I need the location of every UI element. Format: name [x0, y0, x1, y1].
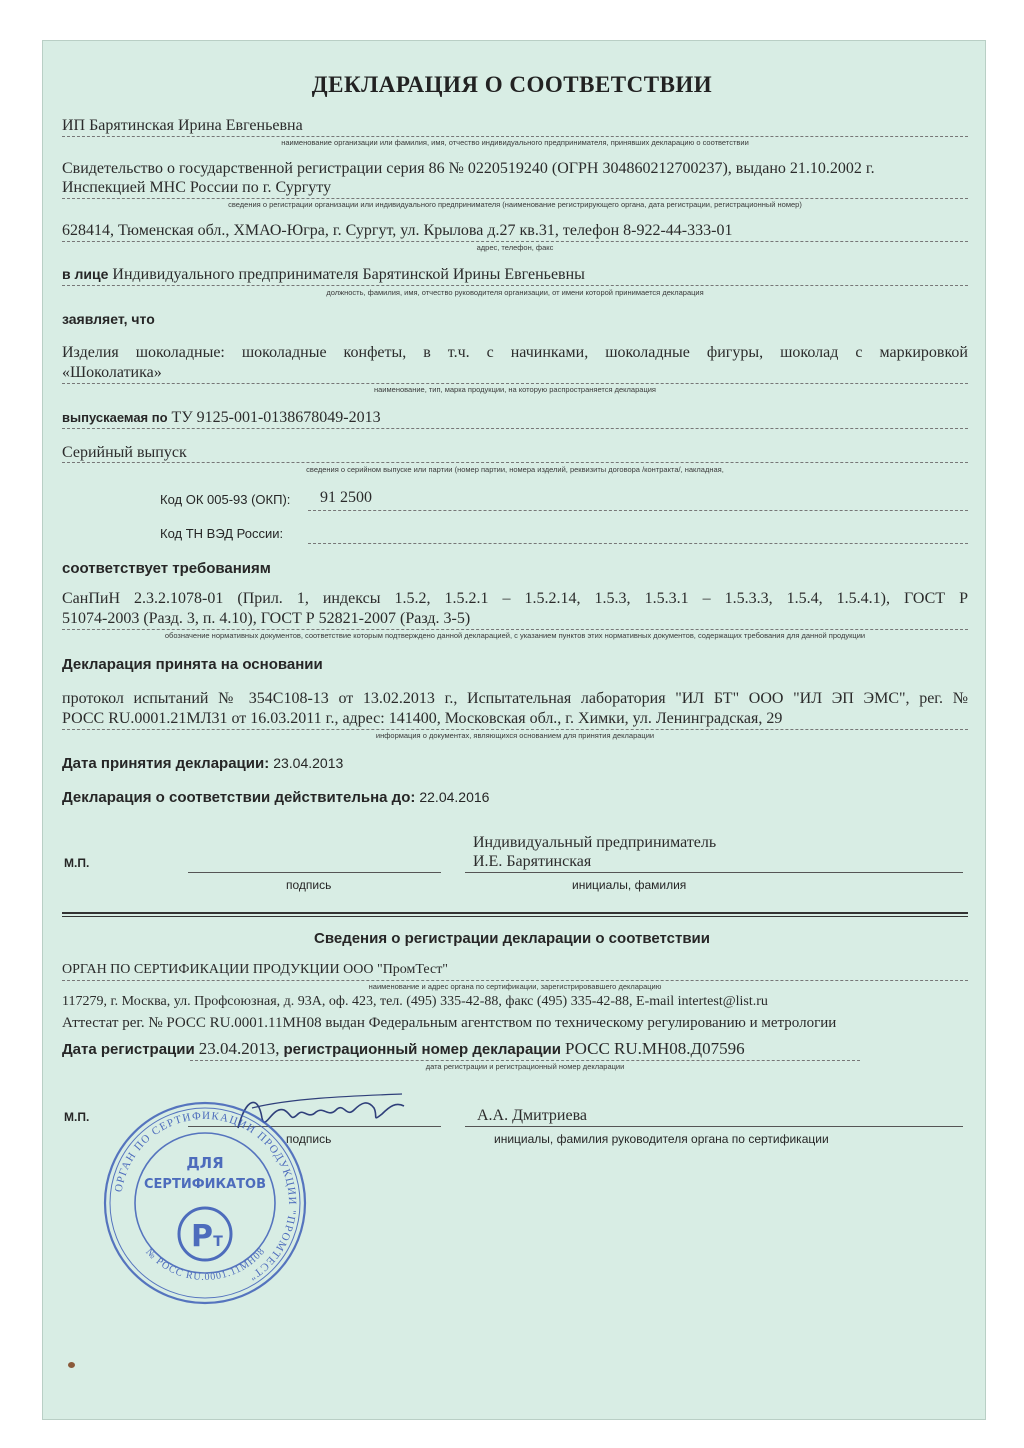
basis-line — [62, 729, 968, 730]
series-line — [62, 462, 968, 463]
section-separator-top — [62, 912, 968, 914]
svg-text:Т: Т — [213, 1234, 223, 1250]
series-caption: сведения о серийном выпуске или партии (номер партии, номера изделий, реквизиты договора /контракта/, накладная, — [306, 465, 724, 474]
tnved-line — [308, 543, 968, 544]
document-title: ДЕКЛАРАЦИЯ О СООТВЕТСТВИИ — [311, 72, 713, 97]
valid-until-value: 22.04.2016 — [419, 789, 490, 805]
signer-name-caption: инициалы, фамилия — [572, 878, 687, 892]
accepted-date-row — [62, 755, 343, 773]
product-line2: «Шоколатика» — [62, 364, 162, 381]
requirements-label: соответствует требованиям — [62, 560, 271, 577]
applicant-name-line — [62, 136, 968, 137]
representative-caption: должность, фамилия, имя, отчество руководителя организации, от имени которой принимается декларация — [326, 288, 704, 297]
registration-line — [62, 198, 968, 199]
stamp-ring-number: № РОСС RU.0001.11МН08 — [143, 1245, 268, 1284]
registration-caption: сведения о регистрации организации или индивидуального предпринимателя (наименование регистрирующего органа, дата регистрации, регистрационный номер) — [228, 200, 802, 209]
certification-body-caption: наименование и адрес органа по сертификации, зарегистрировавшего декларацию — [368, 982, 662, 991]
signature-line-1 — [188, 872, 441, 873]
requirements-caption: обозначение нормативных документов, соответствие которым подтверждено данной декларацией, с указанием пунктов этих нормативных документов, содержащих требования для данной продукции — [164, 631, 866, 640]
declares-label: заявляет, что — [62, 311, 155, 327]
registration-heading: Сведения о регистрации декларации о соответствии — [314, 930, 710, 947]
stamp-center-top: ДЛЯ — [186, 1154, 224, 1172]
product-caption: наименование, тип, марка продукции, на которую распространяется декларация — [373, 385, 656, 394]
registration-date-row — [62, 1039, 745, 1059]
svg-text:ОРГАН ПО СЕРТИФИКАЦИИ ПРОДУКЦИ — [113, 1110, 298, 1283]
produced-line — [62, 428, 968, 429]
applicant-name-caption: наименование организации или фамилия, имя, отчество индивидуального предпринимателя, принявших декларацию о соответствии — [281, 138, 749, 147]
signer-name-line — [465, 872, 963, 873]
representative-line — [62, 285, 968, 286]
basis-line2: РОСС RU.0001.21МЛ31 от 16.03.2011 г., адрес: 141400, Московская обл., г. Химки, ул. Ленинградская, 29 — [62, 710, 783, 727]
signature-caption-2: подпись — [286, 1132, 332, 1146]
okp-value: 91 2500 — [320, 489, 372, 506]
registration-number-label: регистрационный номер декларации — [283, 1041, 561, 1058]
registration-date-value: 23.04.2013, — [198, 1039, 280, 1058]
product-line1: Изделия шоколадные: шоколадные конфеты, в т.ч. с начинками, шоколадные фигуры, шоколад с маркировкой — [62, 344, 968, 361]
requirements-line1: СанПиН 2.3.2.1078-01 (Прил. 1, индексы 1.5.2, 1.5.2.1 – 1.5.2.14, 1.5.3, 1.5.3.1 – 1.5.3.3, 1.5.4, 1.5.4.1), ГОСТ Р — [62, 590, 968, 607]
basis-line1: протокол испытаний № 354С108-13 от 13.02.2013 г., Испытательная лаборатория "ИЛ БТ" ООО "ИЛ ЭП ЭМС", рег. № — [62, 690, 968, 707]
signer-position: Индивидуальный предприниматель — [473, 834, 717, 851]
head-name-line — [465, 1126, 963, 1127]
valid-until-row — [62, 789, 489, 807]
basis-caption: информация о документах, являющихся основанием для принятия декларации — [375, 731, 655, 740]
registration-number-caption: дата регистрации и регистрационный номер декларации — [425, 1062, 625, 1071]
svg-text:Р: Р — [191, 1219, 213, 1254]
head-name: А.А. Дмитриева — [477, 1107, 588, 1124]
rst-mark-icon — [179, 1208, 231, 1260]
certification-body-address: 117279, г. Москва, ул. Профсоюзная, д. 93А, оф. 423, тел. (495) 335-42-88, факс (495) 335-42-88, E-mail intertest@list.ru — [62, 994, 768, 1009]
applicant-address: 628414, Тюменская обл., ХМАО-Югра, г. Сургут, ул. Крылова д.27 кв.31, телефон 8-922-44-333-01 — [62, 222, 733, 239]
stamp-place-label: М.П. — [64, 856, 90, 870]
head-name-caption: инициалы, фамилия руководителя органа по сертификации — [494, 1132, 829, 1146]
tnved-label: Код ТН ВЭД России: — [160, 526, 284, 541]
certification-stamp — [102, 1100, 308, 1306]
okp-line — [308, 510, 968, 511]
accreditation-line: Аттестат рег. № РОСС RU.0001.11МН08 выдан Федеральным агентством по техническому регулированию и метрологии — [62, 1015, 837, 1031]
certification-body-name: ОРГАН ПО СЕРТИФИКАЦИИ ПРОДУКЦИИ ООО "ПромТест" — [62, 962, 449, 977]
produced-row — [62, 409, 381, 427]
section-separator-bottom — [62, 916, 968, 917]
produced-label: выпускаемая по — [62, 410, 168, 425]
signature-caption-1: подпись — [286, 878, 332, 892]
paper-speck — [68, 1362, 75, 1368]
certification-body-line — [62, 980, 968, 981]
accepted-date-value: 23.04.2013 — [273, 755, 344, 771]
address-caption: адрес, телефон, факс — [476, 243, 554, 252]
stamp-place-label-2: М.П. — [64, 1110, 90, 1124]
valid-until-label: Декларация о соответствии действительна до: — [62, 789, 416, 806]
stamp-center-bottom: СЕРТИФИКАТОВ — [144, 1177, 266, 1192]
representative-label: в лице — [62, 266, 109, 282]
produced-value: ТУ 9125-001-0138678049-2013 — [171, 409, 381, 426]
accepted-date-label: Дата принятия декларации: — [62, 755, 270, 772]
representative-value: Индивидуального предпринимателя Барятинской Ирины Евгеньевны — [112, 266, 585, 283]
address-line — [62, 241, 968, 242]
requirements-line2: 51074-2003 (Разд. 3, п. 4.10), ГОСТ Р 52821-2007 (Разд. 3-5) — [62, 610, 471, 627]
okp-label: Код ОК 005-93 (ОКП): — [160, 492, 291, 507]
registration-number-line — [190, 1060, 860, 1061]
representative-row — [62, 266, 585, 284]
signer-name: И.Е. Барятинская — [473, 853, 592, 870]
stamp-ring-text: ОРГАН ПО СЕРТИФИКАЦИИ ПРОДУКЦИИ "ПРОМТЕСТ" — [112, 1109, 299, 1284]
registration-certificate-line1: Свидетельство о государственной регистрации серия 86 № 0220519240 (ОГРН 304860212700237), выдано 21.10.2002 г. — [62, 160, 875, 177]
registration-certificate-line2: Инспекцией МНС России по г. Сургуту — [62, 179, 332, 196]
applicant-name: ИП Барятинская Ирина Евгеньевна — [62, 117, 303, 134]
registration-date-label: Дата регистрации — [62, 1041, 195, 1058]
registration-number-value: РОСС RU.МН08.Д07596 — [564, 1039, 745, 1058]
requirements-line — [62, 629, 968, 630]
product-line — [62, 383, 968, 384]
basis-label: Декларация принята на основании — [62, 656, 323, 673]
series-text: Серийный выпуск — [62, 444, 187, 461]
